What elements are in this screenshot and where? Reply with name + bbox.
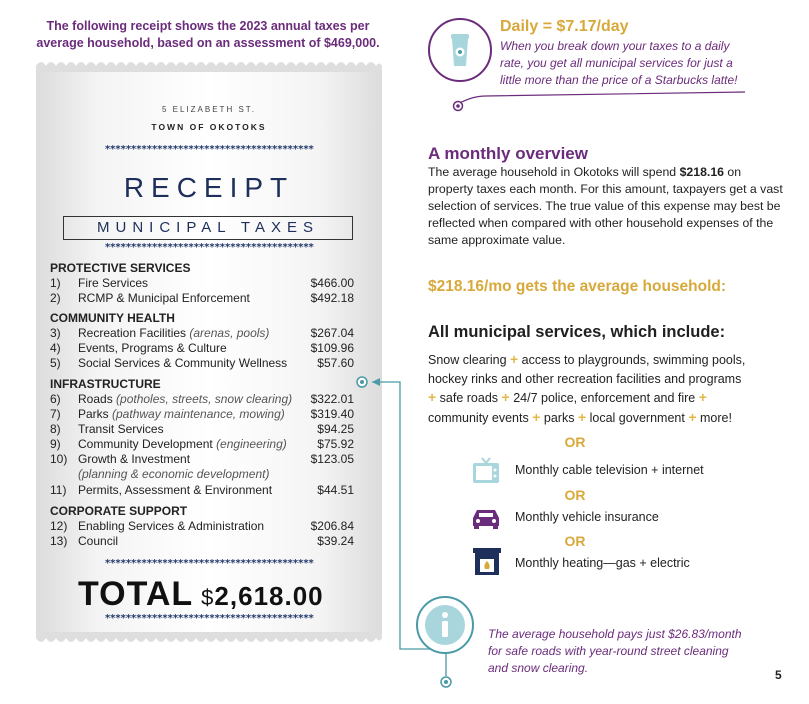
item-label-text: Fire Services xyxy=(78,276,149,290)
item-label-text: RCMP & Municipal Enforcement xyxy=(78,291,250,305)
item-label-text: Roads xyxy=(78,392,117,406)
item-label-text: Parks xyxy=(78,407,113,421)
monthly-amount: $218.16 xyxy=(679,165,725,179)
item-number: 1) xyxy=(50,276,61,290)
plus-icon: + xyxy=(698,389,707,405)
receipt-line-item xyxy=(50,534,354,549)
item-label-text: Recreation Facilities xyxy=(78,326,190,340)
plus-icon: + xyxy=(501,389,510,405)
monthly-body-rest: on property taxes each month. For this amount, taxpayers get a vast selection of services. The true value of this expense may best be reflected when compared with other household expenses of the same approximate value. xyxy=(428,165,783,247)
receipt-line-item xyxy=(50,276,354,291)
item-number: 8) xyxy=(50,422,61,436)
receipt-line-item xyxy=(50,356,354,371)
item-amount: $75.92 xyxy=(317,437,354,451)
receipt-divider: **************************************** xyxy=(104,613,314,624)
item-number: 12) xyxy=(50,519,68,533)
alternative-text: Monthly cable television + internet xyxy=(515,463,704,477)
receipt-line-item xyxy=(50,341,354,356)
item-amount: $44.51 xyxy=(317,483,354,497)
item-number: 3) xyxy=(50,326,61,340)
item-amount: $206.84 xyxy=(310,519,354,533)
receipt-subtitle: MUNICIPAL TAXES xyxy=(63,216,353,240)
item-number: 10) xyxy=(50,452,68,466)
receipt-line-item xyxy=(50,519,354,534)
item-amount: $492.18 xyxy=(310,291,354,305)
service-item: Snow clearing xyxy=(428,353,507,367)
item-label-text: Permits, Assessment & Environment xyxy=(78,483,273,497)
receipt-intro: The following receipt shows the 2023 annual taxes per average household, based on an assessment of $469,000. xyxy=(36,19,380,50)
item-label xyxy=(78,534,118,548)
fireplace-icon xyxy=(472,546,500,574)
page-number: 5 xyxy=(775,668,782,682)
item-label-text: Social Services & Community Wellness xyxy=(78,356,288,370)
item-label xyxy=(78,291,250,305)
service-item: access to playgrounds, swimming pools, hockey rinks and other recreation facilities and programs xyxy=(428,353,746,386)
item-label xyxy=(78,452,190,466)
item-number: 13) xyxy=(50,534,68,548)
item-label-text: Events, Programs & Culture xyxy=(78,341,227,355)
item-label-text: Enabling Services & Administration xyxy=(78,519,265,533)
total-label: TOTAL xyxy=(78,575,194,613)
item-label xyxy=(78,276,148,290)
item-label-text: Transit Services xyxy=(78,422,164,436)
item-amount: $94.25 xyxy=(317,422,354,436)
item-number: 4) xyxy=(50,341,61,355)
section-heading: INFRASTRUCTURE xyxy=(50,377,161,391)
or-label: OR xyxy=(564,487,586,503)
item-label xyxy=(78,392,292,406)
receipt-divider: **************************************** xyxy=(104,558,314,569)
item-number: 9) xyxy=(50,437,61,451)
item-amount: $319.40 xyxy=(310,407,354,421)
alternative-text: Monthly vehicle insurance xyxy=(515,510,659,524)
service-item: more! xyxy=(699,410,732,425)
plus-icon: + xyxy=(428,389,437,405)
monthly-overview-body xyxy=(428,164,788,249)
item-note: (pathway maintenance, mowing) xyxy=(112,407,285,421)
daily-body: When you break down your taxes to a daily rate, you get all municipal services for just a little more than the price of a Starbucks latte! xyxy=(500,39,738,87)
services-heading: All municipal services, which include: xyxy=(428,323,726,341)
item-note: (planning & economic development) xyxy=(78,467,270,481)
info-text: The average household pays just $26.83/month for safe roads with year-round street cleaning and snow clearing. xyxy=(488,627,742,675)
receipt-line-item xyxy=(50,422,354,437)
receipt-line-item xyxy=(50,407,354,422)
car-icon xyxy=(471,506,499,534)
service-item: parks xyxy=(543,410,575,425)
total-value: 2,618.00 xyxy=(214,581,324,611)
service-item: safe roads xyxy=(439,391,499,405)
info-icon xyxy=(416,596,474,654)
item-amount: $267.04 xyxy=(310,326,354,340)
item-note: (potholes, streets, snow clearing) xyxy=(116,392,293,406)
service-item: 24/7 police, enforcement and fire xyxy=(513,391,696,405)
receipt-divider: **************************************** xyxy=(104,144,314,155)
alternative-text: Monthly heating—gas + electric xyxy=(515,556,690,570)
receipt-top-edge xyxy=(36,58,382,72)
item-amount: $466.00 xyxy=(310,276,354,290)
item-label xyxy=(78,422,164,436)
item-amount: $39.24 xyxy=(317,534,354,548)
item-label xyxy=(78,341,227,355)
item-number: 11) xyxy=(50,483,67,497)
item-label xyxy=(78,483,272,497)
coffee-cup-icon xyxy=(428,18,492,82)
receipt-line-item xyxy=(50,326,354,341)
television-icon xyxy=(472,456,500,484)
section-heading: PROTECTIVE SERVICES xyxy=(50,261,191,275)
services-list xyxy=(428,350,788,427)
item-label xyxy=(78,356,287,370)
monthly-gets-heading: $218.16/mo gets the average household: xyxy=(428,278,727,295)
or-label: OR xyxy=(564,533,586,549)
plus-icon: + xyxy=(532,408,541,425)
total-currency: $ xyxy=(201,585,215,610)
receipt-line-item xyxy=(50,452,354,467)
receipt-divider: **************************************** xyxy=(104,242,314,253)
item-label-text: Community Development xyxy=(78,437,217,451)
item-number: 5) xyxy=(50,356,61,370)
receipt-line-item xyxy=(50,437,354,452)
item-label-text: Council xyxy=(78,534,119,548)
item-number: 6) xyxy=(50,392,61,406)
receipt-total xyxy=(78,575,324,614)
plus-icon: + xyxy=(510,351,519,367)
monthly-body-intro: The average household in Okotoks will spend xyxy=(428,165,680,179)
or-label: OR xyxy=(564,434,586,450)
item-label xyxy=(78,519,264,533)
item-number: 7) xyxy=(50,407,61,421)
section-heading: COMMUNITY HEALTH xyxy=(50,311,175,325)
receipt-address: 5 ELIZABETH ST. xyxy=(161,105,257,114)
item-amount: $123.05 xyxy=(310,452,354,466)
section-heading: CORPORATE SUPPORT xyxy=(50,504,188,518)
receipt xyxy=(36,58,382,646)
item-label xyxy=(78,437,287,451)
item-amount: $109.96 xyxy=(310,341,354,355)
item-label xyxy=(78,326,269,340)
item-note: (engineering) xyxy=(216,437,287,451)
receipt-line-item xyxy=(50,291,354,306)
receipt-title: RECEIPT xyxy=(123,172,295,203)
item-amount: $57.60 xyxy=(317,356,354,370)
item-number: 2) xyxy=(50,291,61,305)
plus-icon: + xyxy=(688,408,697,425)
receipt-paper xyxy=(36,72,382,632)
daily-title: Daily = $7.17/day xyxy=(500,18,629,35)
item-label-text: Growth & Investment xyxy=(78,452,191,466)
service-item: community events xyxy=(428,410,529,425)
receipt-bottom-edge xyxy=(36,632,382,646)
service-item: local government xyxy=(589,410,685,425)
item-label xyxy=(78,407,285,421)
receipt-town: TOWN OF OKOTOKS xyxy=(151,122,267,132)
receipt-line-item xyxy=(50,392,354,407)
item-amount: $322.01 xyxy=(310,392,354,406)
item-note: (arenas, pools) xyxy=(189,326,270,340)
receipt-line-item xyxy=(50,483,354,498)
plus-icon: + xyxy=(577,408,587,425)
monthly-overview-title: A monthly overview xyxy=(428,144,588,163)
